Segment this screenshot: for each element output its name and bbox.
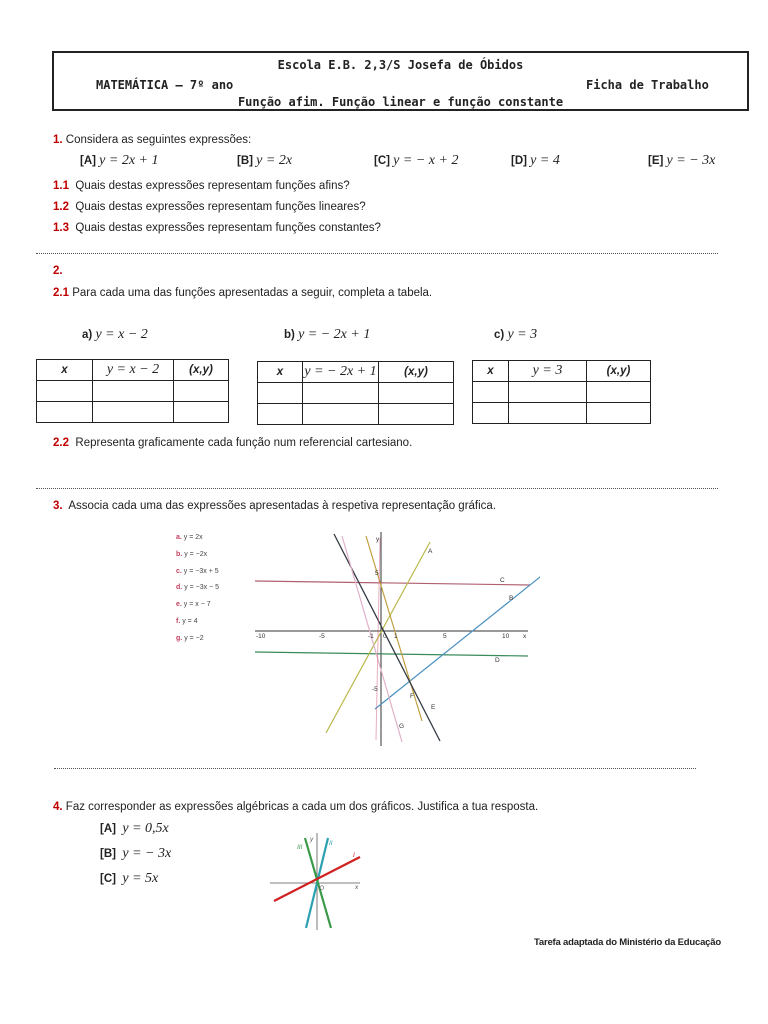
tick-label: -5 xyxy=(319,633,325,640)
q2-sub-1: 2.1 Para cada uma das funções apresentadas a seguir, completa a tabela. xyxy=(53,287,433,299)
q1-intro: 1. Considera as seguintes expressões: xyxy=(53,134,252,146)
tick-label: 5 xyxy=(443,633,447,640)
legend-item: f. y = 4 xyxy=(176,617,198,625)
legend-item: e. y = x − 7 xyxy=(176,601,211,609)
table-a: x y = x − 2 (x,y) xyxy=(36,359,229,423)
table-cell[interactable] xyxy=(37,381,93,402)
axis-label: y xyxy=(376,536,380,543)
line-label: E xyxy=(431,704,436,711)
q3-legend xyxy=(176,530,219,648)
table-cell[interactable] xyxy=(303,383,379,404)
footer-note: Tarefa adaptada do Ministério da Educação xyxy=(534,937,721,948)
table-cell[interactable] xyxy=(509,382,587,403)
origin-label: 0 xyxy=(383,633,387,640)
header-box xyxy=(52,51,749,111)
tick-label: 5 xyxy=(375,570,379,577)
line-d xyxy=(255,652,528,656)
q3-intro: 3. Associa cada uma das expressões apresentadas à respetiva representação gráfica. xyxy=(53,500,497,512)
tick-label: -1 xyxy=(368,633,374,640)
q1-option-d: [D] y = 4 xyxy=(511,153,560,168)
q4-option-b: [B] y = − 3x xyxy=(100,846,172,861)
table-c: x y = 3 (x,y) xyxy=(472,360,651,424)
topic: Função afim. Função linear e função constante xyxy=(237,95,564,109)
line-label: A xyxy=(428,548,433,555)
table-cell[interactable] xyxy=(174,402,229,423)
line-label: F xyxy=(410,693,414,700)
axis-label: x xyxy=(523,633,527,640)
q1-option-a: [A] y = 2x + 1 xyxy=(80,153,159,168)
function-a: a) y = x − 2 xyxy=(82,327,148,342)
line-label: III xyxy=(297,844,303,851)
q4-intro: 4. Faz corresponder as expressões algébricas a cada um dos gráficos. Justifica a tua resposta. xyxy=(53,801,539,813)
tick-label: -10 xyxy=(256,633,266,640)
legend-item: a. y = 2x xyxy=(176,534,203,541)
line-label: II xyxy=(329,840,333,847)
function-c: c) y = 3 xyxy=(494,327,538,342)
line-label: G xyxy=(399,723,405,730)
table-cell[interactable] xyxy=(509,403,587,424)
q1-sub-2: 1.2 Quais destas expressões representam funções lineares? xyxy=(53,201,366,213)
legend-item: b. y = −2x xyxy=(176,550,208,558)
table-cell[interactable] xyxy=(587,382,651,403)
table-cell[interactable] xyxy=(258,404,303,425)
line-label: D xyxy=(495,657,500,664)
table-cell[interactable] xyxy=(303,404,379,425)
table-b: x y = − 2x + 1 (x,y) xyxy=(257,361,454,425)
function-b: b) y = − 2x + 1 xyxy=(284,327,371,342)
subject: MATEMÁTICA – 7º ano xyxy=(96,78,234,92)
table-cell[interactable] xyxy=(258,383,303,404)
q4-option-c: [C] y = 5x xyxy=(100,871,159,886)
tick-label: 1 xyxy=(394,633,398,640)
q2-sub-2: 2.2 Representa graficamente cada função num referencial cartesiano. xyxy=(53,437,413,449)
line-label: I xyxy=(353,852,355,859)
table-cell[interactable] xyxy=(473,403,509,424)
q3-graph xyxy=(250,528,540,750)
line-label: C xyxy=(500,577,505,584)
table-cell[interactable] xyxy=(93,402,174,423)
table-cell[interactable] xyxy=(379,383,454,404)
tick-label: -5 xyxy=(372,686,378,693)
q4-option-a: [A] y = 0,5x xyxy=(100,821,169,836)
q1-option-b: [B] y = 2x xyxy=(237,153,293,168)
table-cell[interactable] xyxy=(587,403,651,424)
axis-label: y xyxy=(310,836,314,843)
separator xyxy=(36,253,718,254)
legend-item: d. y = −3x − 5 xyxy=(176,584,220,592)
q1-sub-1: 1.1 Quais destas expressões representam funções afins? xyxy=(53,180,350,192)
q2-number: 2. xyxy=(53,265,63,277)
table-cell[interactable] xyxy=(37,402,93,423)
legend-item: c. y = −3x + 5 xyxy=(176,567,219,575)
table-cell[interactable] xyxy=(93,381,174,402)
separator xyxy=(36,488,718,489)
legend-item: g. y = −2 xyxy=(176,634,204,642)
table-cell[interactable] xyxy=(379,404,454,425)
line-b xyxy=(375,573,540,709)
origin-label: O xyxy=(319,885,325,892)
separator xyxy=(54,768,696,769)
sheet-title: Ficha de Trabalho xyxy=(586,78,709,92)
q1-option-e: [E] y = − 3x xyxy=(648,153,716,168)
table-cell[interactable] xyxy=(473,382,509,403)
q4-graph xyxy=(265,828,370,933)
table-cell[interactable] xyxy=(174,381,229,402)
axis-label: x xyxy=(355,884,359,891)
school-name: Escola E.B. 2,3/S Josefa de Óbidos xyxy=(277,58,524,72)
line-label: B xyxy=(509,595,514,602)
line-c xyxy=(255,581,530,585)
q1-option-c: [C] y = − x + 2 xyxy=(374,153,459,168)
tick-label: 10 xyxy=(502,633,510,640)
q1-sub-3: 1.3 Quais destas expressões representam funções constantes? xyxy=(53,222,381,234)
